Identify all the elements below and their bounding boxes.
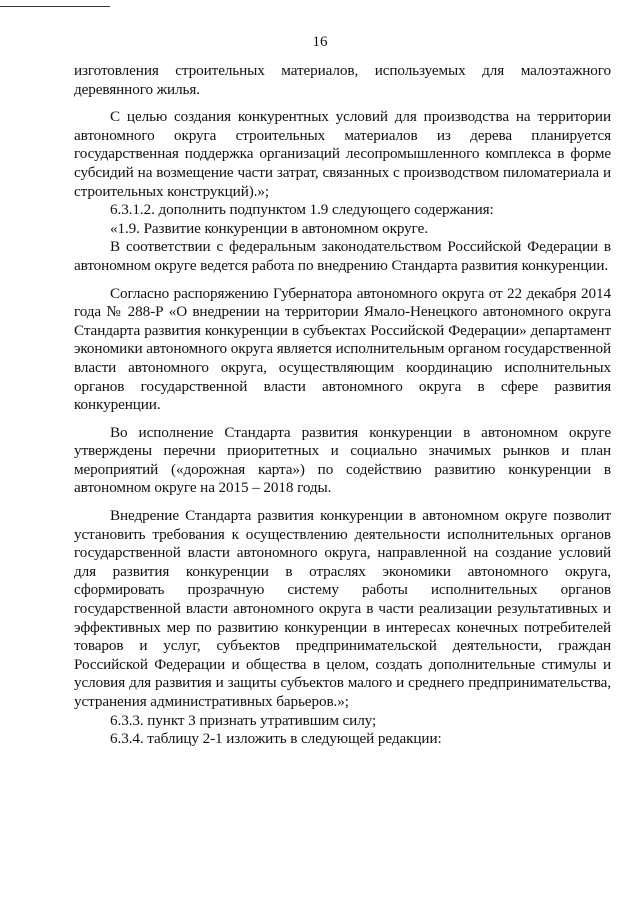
paragraph-federal-legislation: В соответствии с федеральным законодательством Российской Федерации в автономном округе ведется работа по внедрению Стандарта развития конкуренции.	[74, 238, 611, 274]
paragraph-item-6-3-1-2: 6.3.1.2. дополнить подпунктом 1.9 следующего содержания:	[110, 201, 494, 219]
scan-edge-mark	[0, 0, 110, 7]
document-body	[74, 62, 611, 749]
page-number: 16	[312, 34, 328, 50]
paragraph-subitem-1-9-heading: «1.9. Развитие конкуренции в автономном округе.	[110, 219, 428, 237]
paragraph-materials-continuation: изготовления строительных материалов, используемых для малоэтажного деревянного жилья.	[74, 62, 611, 98]
paragraph-competitive-conditions: С целью создания конкурентных условий для производства на территории автономного округа строительных материалов из дерева планируется государственная поддержка организаций лесопромышленного комплекса в форме субсидий на возмещение части затрат, связанных с производством пиломатериала и строительных конструкций).»;	[74, 108, 611, 200]
paragraph-standard-implementation: Внедрение Стандарта развития конкуренции в автономном округе позволит установить требования к осуществлению деятельности исполнительных органов государственной власти автономного округа, направленной на создание условий для развития конкуренции в отраслях экономики автономного округа, сформировать прозрачную систему работы исполнительных органов государственной власти автономного округа в части реализации результативных и эффективных мер по развитию конкуренции в интересах конечных потребителей товаров и услуг, субъектов предпринимательской деятельности, граждан Российской Федерации и общества в целом, создать дополнительные стимулы и условия для развития и защиты субъектов малого и среднего предпринимательства, устранения административных барьеров.»;	[74, 507, 611, 710]
paragraph-roadmap: Во исполнение Стандарта развития конкуренции в автономном округе утверждены перечни приоритетных и социально значимых рынков и план мероприятий («дорожная карта») по содействию развитию конкуренции в автономном округе на 2015 – 2018 годы.	[74, 423, 611, 497]
paragraph-item-6-3-4: 6.3.4. таблицу 2-1 изложить в следующей редакции:	[110, 730, 442, 748]
paragraph-governor-order: Согласно распоряжению Губернатора автономного округа от 22 декабря 2014 года № 288-Р «О внедрении на территории Ямало-Ненецкого автономного округа Стандарта развития конкуренции в субъектах Российской Федерации» департамент экономики автономного округа является исполнительным органом государственной власти автономного округа, осуществляющим координацию исполнительных органов государственной власти автономного округа в сфере развития конкуренции.	[74, 284, 611, 414]
paragraph-item-6-3-3: 6.3.3. пункт 3 признать утратившим силу;	[110, 711, 377, 729]
